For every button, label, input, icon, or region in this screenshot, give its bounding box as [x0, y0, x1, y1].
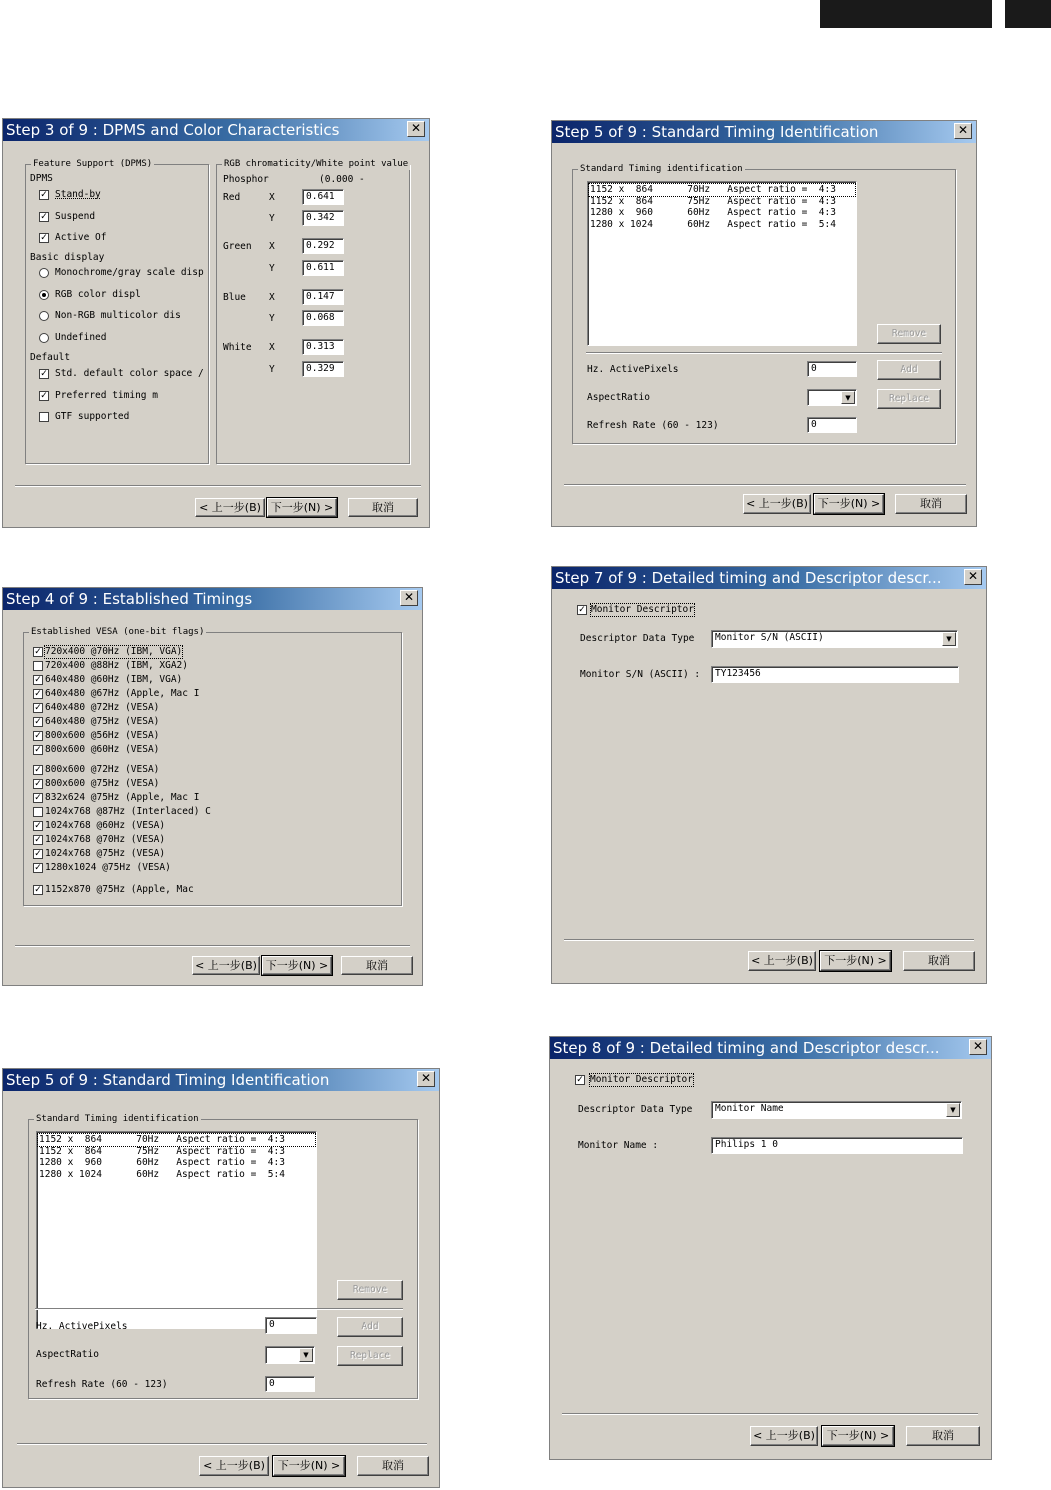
add-button[interactable]: Add	[337, 1317, 403, 1337]
red-y-field[interactable]: 0.342	[302, 210, 344, 226]
timing-checkbox[interactable]: ✓	[34, 863, 42, 873]
mono-radio[interactable]	[39, 268, 49, 278]
serial-input[interactable]: TY123456	[711, 666, 959, 683]
close-icon[interactable]: ✕	[407, 121, 425, 137]
group-caption: Standard Timing identification	[36, 1114, 199, 1124]
dialog-title: Step 5 of 9 : Standard Timing Identification	[6, 1071, 330, 1089]
group-caption: Established VESA (one-bit flags)	[31, 627, 205, 637]
step3-dialog	[2, 118, 430, 528]
refresh-input[interactable]: 0	[265, 1376, 315, 1392]
standby-label: Stand-by	[55, 189, 101, 200]
next-button[interactable]: 下一步(N) >	[814, 494, 884, 514]
step4-title-bar	[3, 588, 422, 610]
step3-title-bar	[3, 119, 429, 141]
rgb-label: RGB color displ	[55, 289, 141, 300]
separator	[15, 485, 421, 487]
blue-y-field[interactable]: 0.068	[302, 310, 344, 326]
cancel-button[interactable]: 取消	[348, 498, 418, 517]
standard-timing-list[interactable]	[36, 1131, 317, 1329]
default-label: Default	[30, 352, 71, 363]
timing-label: 1024x768 @70Hz (VESA)	[45, 834, 166, 845]
next-button[interactable]: 下一步(N) >	[267, 498, 337, 517]
timing-label: 1024x768 @60Hz (VESA)	[45, 820, 166, 831]
blue-x-field[interactable]: 0.147	[302, 289, 344, 305]
data-type-value: Monitor Name	[715, 1103, 784, 1114]
data-type-value: Monitor S/N (ASCII)	[715, 632, 824, 643]
step5-title-bar	[3, 1069, 439, 1091]
add-button[interactable]: Add	[877, 360, 941, 380]
white-label: White	[223, 342, 252, 353]
data-type-label: Descriptor Data Type	[578, 1104, 693, 1115]
aspect-select[interactable]	[807, 389, 857, 406]
back-button[interactable]: < 上一步(B)	[750, 1426, 818, 1446]
white-x-field[interactable]: 0.313	[302, 339, 344, 355]
step7-dialog	[551, 566, 987, 984]
back-button[interactable]: < 上一步(B)	[199, 1456, 269, 1476]
x-label: X	[269, 292, 275, 303]
y-label: Y	[269, 364, 275, 375]
list-item[interactable]: 1280 x 960 60Hz Aspect ratio = 4:3	[39, 1157, 285, 1168]
timing-checkbox[interactable]: ✓	[34, 675, 42, 685]
data-type-select[interactable]	[711, 1101, 962, 1119]
dialog-title: Step 5 of 9 : Standard Timing Identification	[555, 123, 879, 141]
aspect-label: AspectRatio	[36, 1349, 99, 1360]
cancel-button[interactable]: 取消	[906, 1426, 980, 1446]
green-x-field[interactable]: 0.292	[302, 238, 344, 254]
timing-label: 720x400 @88Hz (IBM, XGA2)	[45, 660, 188, 671]
dialog-title: Step 4 of 9 : Established Timings	[6, 590, 253, 608]
step8-dialog	[549, 1036, 992, 1460]
timing-label: 800x600 @75Hz (VESA)	[45, 778, 160, 789]
timing-label: 720x400 @70Hz (IBM, VGA)	[45, 646, 183, 657]
nonrgb-label: Non-RGB multicolor dis	[55, 310, 181, 321]
aspect-select[interactable]	[265, 1346, 315, 1364]
hz-input[interactable]: 0	[265, 1317, 317, 1334]
timing-label: 832x624 @75Hz (Apple, Mac I	[45, 792, 200, 803]
list-item[interactable]: 1280 x 1024 60Hz Aspect ratio = 5:4	[39, 1168, 285, 1180]
close-icon[interactable]: ✕	[964, 569, 982, 585]
timing-checkbox[interactable]: ✓	[34, 717, 42, 727]
y-label: Y	[269, 263, 275, 274]
dpms-label: DPMS	[30, 173, 53, 184]
rgb-radio[interactable]	[39, 290, 49, 300]
list-item[interactable]: 1280 x 1024 60Hz Aspect ratio = 5:4	[590, 218, 836, 230]
dropdown-arrow-icon[interactable]: ▼	[942, 632, 956, 646]
phosphor-label: Phosphor	[223, 174, 269, 185]
refresh-label: Refresh Rate (60 - 123)	[36, 1379, 168, 1390]
dialog-title: Step 8 of 9 : Detailed timing and Descriptor descr...	[553, 1039, 940, 1057]
red-label: Red	[223, 192, 241, 203]
replace-button[interactable]: Replace	[337, 1346, 403, 1366]
timing-label: 640x480 @67Hz (Apple, Mac I	[45, 688, 200, 699]
gtf-checkbox[interactable]	[39, 412, 49, 422]
timing-label: 1024x768 @87Hz (Interlaced) C	[45, 806, 211, 817]
nonrgb-radio[interactable]	[39, 311, 49, 321]
active-off-checkbox[interactable]: ✓	[40, 233, 48, 243]
preferred-checkbox[interactable]: ✓	[40, 391, 48, 401]
monitor-descriptor-checkbox[interactable]: ✓	[578, 605, 586, 615]
timing-label: 800x600 @60Hz (VESA)	[45, 744, 160, 755]
timing-label: 1024x768 @75Hz (VESA)	[45, 848, 166, 859]
refresh-label: Refresh Rate (60 - 123)	[587, 420, 719, 431]
data-type-label: Descriptor Data Type	[580, 633, 695, 644]
close-icon[interactable]: ✕	[400, 590, 418, 606]
white-y-field[interactable]: 0.329	[302, 361, 344, 377]
std-default-label: Std. default color space /	[55, 368, 204, 379]
close-icon[interactable]: ✕	[417, 1071, 435, 1087]
timing-checkbox[interactable]: ✓	[34, 849, 42, 859]
dialog-title: Step 7 of 9 : Detailed timing and Descriptor descr...	[555, 569, 942, 587]
undefined-label: Undefined	[55, 332, 107, 343]
step5-title-bar	[552, 121, 976, 143]
timing-checkbox[interactable]: ✓	[34, 745, 42, 755]
next-button[interactable]: 下一步(N) >	[273, 1456, 345, 1476]
mono-label: Monochrome/gray scale disp	[55, 267, 204, 278]
list-item[interactable]: 1152 x 864 75Hz Aspect ratio = 4:3	[590, 195, 836, 207]
timing-label: 1152x870 @75Hz (Apple, Mac	[45, 884, 194, 895]
suspend-checkbox[interactable]: ✓	[40, 212, 48, 222]
separator	[17, 1443, 427, 1445]
back-button[interactable]: < 上一步(B)	[195, 498, 265, 517]
separator	[564, 939, 974, 941]
step5-dialog	[2, 1068, 440, 1488]
timing-label: 640x480 @60Hz (IBM, VGA)	[45, 674, 183, 685]
suspend-label: Suspend	[55, 211, 96, 222]
hz-label: Hz. ActivePixels	[36, 1321, 128, 1332]
timing-checkbox[interactable]: ✓	[34, 835, 42, 845]
x-label: X	[269, 342, 275, 353]
green-label: Green	[223, 241, 252, 252]
red-x-field[interactable]: 0.641	[302, 189, 344, 205]
remove-button[interactable]: Remove	[877, 324, 941, 344]
next-button[interactable]: 下一步(N) >	[820, 951, 891, 971]
timing-checkbox[interactable]: ✓	[34, 647, 42, 657]
close-icon[interactable]: ✕	[954, 123, 972, 139]
step5-dialog-right	[551, 120, 977, 527]
timing-checkbox[interactable]: ✓	[34, 885, 42, 895]
group-caption: RGB chromaticity/White point value	[224, 159, 409, 169]
dropdown-arrow-icon[interactable]: ▼	[841, 391, 855, 404]
x-label: X	[269, 192, 275, 203]
range-label: (0.000 -	[319, 174, 365, 185]
close-icon[interactable]: ✕	[969, 1039, 987, 1055]
green-y-field[interactable]: 0.611	[302, 260, 344, 276]
list-item[interactable]: 1280 x 960 60Hz Aspect ratio = 4:3	[590, 207, 836, 218]
back-button[interactable]: < 上一步(B)	[743, 494, 811, 514]
header-bar	[820, 0, 992, 28]
group-caption: Feature Support (DPMS)	[33, 159, 153, 169]
hz-label: Hz. ActivePixels	[587, 364, 679, 375]
dialog-title: Step 3 of 9 : DPMS and Color Characteristics	[6, 121, 340, 139]
cancel-button[interactable]: 取消	[357, 1456, 429, 1476]
dropdown-arrow-icon[interactable]: ▼	[299, 1348, 313, 1362]
step7-title-bar	[552, 567, 986, 589]
std-default-checkbox[interactable]: ✓	[40, 369, 48, 379]
separator	[564, 484, 966, 486]
gtf-label: GTF supported	[55, 411, 130, 422]
timing-checkbox[interactable]: ✓	[34, 821, 42, 831]
back-button[interactable]: < 上一步(B)	[192, 956, 260, 975]
monitor-name-input[interactable]: Philips 1 0	[711, 1137, 963, 1154]
cancel-button[interactable]: 取消	[895, 494, 967, 514]
timing-label: 640x480 @72Hz (VESA)	[45, 702, 160, 713]
timing-checkbox[interactable]: ✓	[34, 793, 42, 803]
separator	[586, 352, 942, 354]
remove-button[interactable]: Remove	[337, 1280, 403, 1300]
standby-checkbox[interactable]: ✓	[40, 190, 48, 200]
monitor-descriptor-checkbox[interactable]: ✓	[576, 1075, 584, 1085]
timing-label: 1280x1024 @75Hz (VESA)	[45, 862, 171, 873]
serial-label: Monitor S/N (ASCII) :	[580, 669, 701, 680]
x-label: X	[269, 241, 275, 252]
data-type-select[interactable]	[711, 630, 958, 648]
aspect-label: AspectRatio	[587, 392, 650, 403]
list-item[interactable]: 1152 x 864 75Hz Aspect ratio = 4:3	[39, 1145, 285, 1157]
timing-checkbox[interactable]: ✓	[34, 779, 42, 789]
cancel-button[interactable]: 取消	[341, 956, 413, 975]
refresh-input[interactable]: 0	[807, 417, 857, 433]
timing-label: 800x600 @56Hz (VESA)	[45, 730, 160, 741]
timing-checkbox[interactable]: ✓	[34, 689, 42, 699]
next-button[interactable]: 下一步(N) >	[822, 1426, 894, 1446]
timing-label: 800x600 @72Hz (VESA)	[45, 764, 160, 775]
monitor-descriptor-label: Monitor Descriptor	[590, 1074, 693, 1085]
timing-checkbox[interactable]	[33, 807, 43, 817]
separator	[15, 945, 410, 947]
timing-checkbox[interactable]: ✓	[34, 765, 42, 775]
list-item[interactable]: 1152 x 864 70Hz Aspect ratio = 4:3	[38, 1134, 315, 1146]
undefined-radio[interactable]	[39, 333, 49, 343]
step8-title-bar	[550, 1037, 991, 1059]
list-item[interactable]: 1152 x 864 70Hz Aspect ratio = 4:3	[589, 184, 855, 196]
step4-dialog	[2, 587, 423, 986]
standard-timing-list[interactable]	[587, 181, 857, 346]
active-off-label: Active Of	[55, 232, 107, 243]
group-caption: Standard Timing identification	[580, 164, 743, 174]
dropdown-arrow-icon[interactable]: ▼	[946, 1103, 960, 1117]
replace-button[interactable]: Replace	[877, 389, 941, 409]
monitor-name-label: Monitor Name :	[578, 1140, 659, 1151]
blue-label: Blue	[223, 292, 246, 303]
timing-checkbox[interactable]: ✓	[34, 731, 42, 741]
preferred-label: Preferred timing m	[55, 390, 158, 401]
back-button[interactable]: < 上一步(B)	[748, 951, 816, 971]
hz-input[interactable]: 0	[807, 361, 857, 377]
timing-checkbox[interactable]: ✓	[34, 703, 42, 713]
timing-label: 640x480 @75Hz (VESA)	[45, 716, 160, 727]
y-label: Y	[269, 313, 275, 324]
header-bar-tab	[1005, 0, 1051, 28]
next-button[interactable]: 下一步(N) >	[262, 956, 332, 975]
separator	[562, 1413, 978, 1415]
y-label: Y	[269, 213, 275, 224]
separator	[35, 1308, 403, 1310]
cancel-button[interactable]: 取消	[903, 951, 975, 971]
monitor-descriptor-label: Monitor Descriptor	[591, 604, 694, 615]
basic-display-label: Basic display	[30, 252, 105, 263]
timing-checkbox[interactable]	[33, 661, 43, 671]
